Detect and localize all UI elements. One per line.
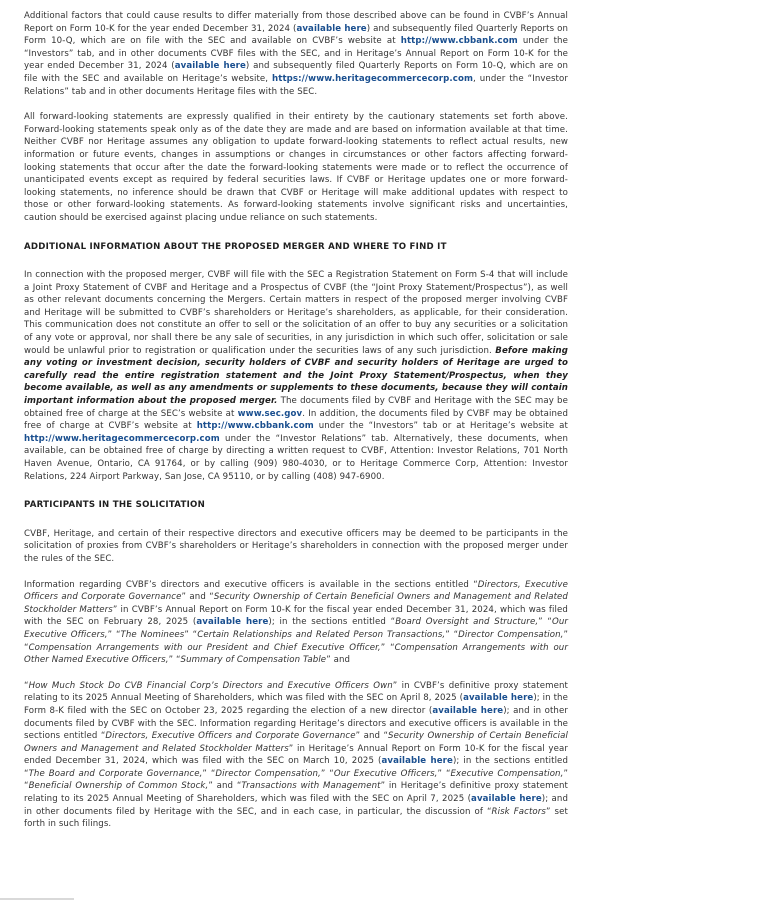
italic-section-title: Security Ownership of Certain Beneficial Owners and Management and Related Stockholder Matters bbox=[24, 731, 568, 754]
italic-section-title: Compensation Arrangements with our Other Named Executive Officers, bbox=[24, 642, 568, 666]
italic-section-title: Beneficial Ownership of Common Stock, bbox=[28, 781, 209, 792]
text-run: ” in CVBF’s Annual Report on Form 10-K for the fiscal year ended December 31, 2024, which was filed with the SEC on February 28, 2025 ( bbox=[24, 604, 568, 628]
document-link[interactable]: available here bbox=[471, 794, 542, 805]
paragraph-cvbf-directors-info bbox=[24, 579, 568, 667]
text-run: ” “ bbox=[184, 629, 198, 640]
text-run: All forward-looking statements are expressly qualified in their entirety by the cautionary statements set forth above. Forward-looking statements speak only as of the date they are made and are based on information available at that time. Neither CVBF nor Heritage assumes any obligation to update forward-looking statements to reflect actual results, new information or future events, changes in assumptions or changes in circumstances or other factors affecting forward-looking statements that occur after the date the forward-looking statements were made or to reflect the occurrence of unanticipated events except as required by federal securities laws. If CVBF or Heritage updates one or more forward-looking statements, no inference should be drawn that CVBF or Heritage will make additional updates with respect to those or other forward-looking statements. As forward-looking statements involve significant risks and uncertainties, caution should be exercised against placing undue reliance on such statements. bbox=[24, 112, 568, 223]
document-link[interactable]: www.sec.gov bbox=[237, 408, 303, 419]
text-run: ” “ bbox=[24, 629, 569, 653]
text-run: ); in the sections entitled “ bbox=[24, 756, 568, 779]
text-run: ” “ bbox=[24, 768, 568, 792]
text-run: ” set forth in such filings. bbox=[24, 806, 568, 830]
italic-section-title: Executive Compensation, bbox=[450, 768, 564, 779]
text-run: The documents filed by CVBF and Heritage with the SEC may be obtained free of charge at the SEC’s website at bbox=[24, 396, 569, 419]
text-run: ” “ bbox=[380, 642, 395, 653]
text-run: ” and “ bbox=[355, 731, 389, 742]
text-run: ” “ bbox=[538, 617, 552, 628]
italic-section-title: Director Compensation, bbox=[215, 768, 321, 779]
italic-section-title: Certain Relationships and Related Person Transactions, bbox=[197, 629, 446, 640]
text-run: ” “ bbox=[445, 629, 459, 640]
paragraph-heritage-directors-info bbox=[24, 680, 568, 831]
document-link[interactable]: http://www.cbbank.com bbox=[400, 36, 518, 47]
italic-section-title: Security Ownership of Certain Beneficial Owners and Management and Related Stockholder Matters bbox=[24, 592, 568, 615]
italic-section-title: Board Oversight and Structure, bbox=[395, 617, 539, 628]
text-run: ” “ bbox=[107, 629, 121, 640]
paragraph-proposed-merger-info bbox=[24, 269, 568, 483]
document-link[interactable]: https://www.heritagecommercecorp.com bbox=[272, 73, 474, 84]
text-run: In connection with the proposed merger, CVBF will file with the SEC a Registration Statement on Form S-4 that will include a Joint Proxy Statement of CVBF and Heritage and a Prospectus of CVBF (the “Joint Proxy Statement/Prospectus”), as well as other relevant documents concerning the Mergers. Certain matters in respect of the proposed merger involving CVBF and Heritage will be submitted to CVBF’s shareholders or Heritage’s shareholders, as applicable, for their consideration. This communication does not constitute an offer to sell or the solicitation of an offer to buy any securities or a solicitation of any vote or approval, nor shall there be any sale of securities, in any jurisdiction in which such offer, solicitation or sale would be unlawful prior to registration or qualification under the securities laws of any such jurisdiction. bbox=[24, 270, 568, 356]
italic-section-title: Compensation Arrangements with our President and Chief Executive Officer, bbox=[28, 642, 381, 653]
text-run: ” and “ bbox=[181, 592, 214, 603]
document-link[interactable]: available here bbox=[196, 617, 269, 628]
heading-participants: PARTICIPANTS IN THE SOLICITATION bbox=[24, 500, 206, 511]
text-run: ); and in other documents filed by Heritage with the SEC, and in each case, in particular, the discussion of “ bbox=[24, 794, 568, 817]
document-link[interactable]: available here bbox=[463, 693, 534, 704]
text-run: Additional factors that could cause results to differ materially from those described above can be found in CVBF’s Annual Report on Form 10-K for the year ended December 31, 2024 ( bbox=[24, 11, 568, 34]
bold-italic-notice: Before making any voting or investment decision, security holders of CVBF and security holders of Heritage are urged to carefully read the entire registration statement and the Joint Proxy Statement/Prospectus, when they become available, as well as any amendments or supplements to these documents, because they will contain important information about the proposed merger. bbox=[24, 345, 568, 407]
text-run: ); in the Form 8-K filed with the SEC on October 23, 2025 regarding the election of a new director ( bbox=[24, 693, 568, 716]
text-run: CVBF, Heritage, and certain of their respective directors and executive officers may be deemed to be participants in the solicitation of proxies from CVBF’s shareholders or Heritage’s shareholders in connection with the proposed merger under the rules of the SEC. bbox=[24, 528, 568, 564]
document-link[interactable]: http://www.cbbank.com bbox=[196, 421, 314, 432]
italic-section-title: Risk Factors bbox=[491, 806, 546, 817]
italic-section-title: Summary of Compensation Table bbox=[180, 655, 327, 666]
text-run: , under the “Investor Relations” tab and in other documents Heritage files with the SEC. bbox=[24, 73, 568, 97]
italic-section-title: Our Executive Officers, bbox=[24, 617, 568, 640]
paragraph-participants-intro bbox=[24, 528, 568, 566]
text-run: ” and “ bbox=[208, 781, 242, 792]
italic-section-title: Directors, Executive Officers and Corporate Governance bbox=[105, 731, 356, 742]
document-link[interactable]: available here bbox=[432, 705, 504, 716]
paragraph-forward-looking-qualification bbox=[24, 111, 568, 224]
text-run: . In addition, the documents filed by CVBF may be obtained free of charge at CVBF’s website at bbox=[24, 408, 568, 432]
text-run: ” “ bbox=[437, 768, 451, 779]
document-link[interactable]: available here bbox=[296, 23, 367, 34]
text-run: ” “ bbox=[168, 655, 181, 666]
text-run: ” “ bbox=[202, 768, 216, 779]
italic-section-title: The Board and Corporate Governance, bbox=[28, 768, 203, 779]
italic-section-title: Transactions with Management bbox=[241, 781, 381, 792]
text-run: ” and bbox=[326, 655, 351, 666]
text-run: ” in Heritage’s definitive proxy statement relating to its 2025 Annual Meeting of Shareholders, which was filed with the SEC on April 7, 2025 ( bbox=[24, 781, 568, 805]
document-link[interactable]: http://www.heritagecommercecorp.com bbox=[24, 433, 220, 444]
italic-section-title: How Much Stock Do CVB Financial Corp’s Directors and Executive Officers Own bbox=[28, 680, 393, 691]
document-link[interactable]: available here bbox=[174, 61, 246, 72]
italic-section-title: Director Compensation, bbox=[458, 629, 564, 640]
text-run: ” in CVBF’s definitive proxy statement relating to its 2025 Annual Meeting of Shareholders, which was filed with the SEC on April 8, 2025 ( bbox=[24, 680, 568, 704]
text-run: under the “Investors” tab or at Heritage’s website at bbox=[313, 421, 568, 432]
text-run: under the “Investor Relations” tab. Alternatively, these documents, when available, can be obtained free of charge by directing a written request to CVBF, Attention: Investor Relations, 701 North Haven Avenue, Ontario, CA 91764, or by calling (909) 980-4030, or to Heritage Commerce Corp, Attention: Investor Relations, 224 Airport Parkway, San Jose, CA 95110, or by calling (408) 947-6900. bbox=[24, 433, 568, 482]
text-run: ) and subsequently filed Quarterly Reports on Form 10-Q, which are on file with the SEC and available on Heritage’s website, bbox=[24, 61, 569, 84]
text-run: ” “ bbox=[320, 768, 334, 779]
text-run: ” in Heritage’s Annual Report on Form 10-K for the fiscal year ended December 31, 2024, which was filed with the SEC on March 10, 2025 ( bbox=[24, 743, 568, 767]
heading-additional-information: ADDITIONAL INFORMATION ABOUT THE PROPOSED MERGER AND WHERE TO FIND IT bbox=[24, 241, 447, 252]
italic-section-title: The Nominees bbox=[120, 629, 185, 640]
paragraph-additional-factors bbox=[24, 10, 568, 98]
document-body bbox=[24, 10, 568, 831]
italic-section-title: Our Executive Officers, bbox=[333, 768, 438, 779]
text-run: ); and in other documents filed by CVBF with the SEC. Information regarding Heritage’s directors and executive officers is available in the sections entitled “ bbox=[24, 705, 568, 742]
text-run: ); in the sections entitled “ bbox=[268, 617, 396, 628]
document-link[interactable]: available here bbox=[381, 756, 453, 767]
text-run: Information regarding CVBF’s directors and executive officers is available in the sections entitled “ bbox=[24, 579, 478, 590]
italic-section-title: Directors, Executive Officers and Corporate Governance bbox=[24, 579, 568, 603]
text-run: “ bbox=[24, 680, 29, 691]
text-run: ) and subsequently filed Quarterly Reports on Form 10-Q, which are on file with the SEC and available on CVBF’s website at bbox=[24, 23, 568, 47]
text-run: under the “Investors” tab, and in other documents CVBF files with the SEC, and in Heritage’s Annual Report on Form 10-K for the year ended December 31, 2024 ( bbox=[24, 36, 568, 72]
